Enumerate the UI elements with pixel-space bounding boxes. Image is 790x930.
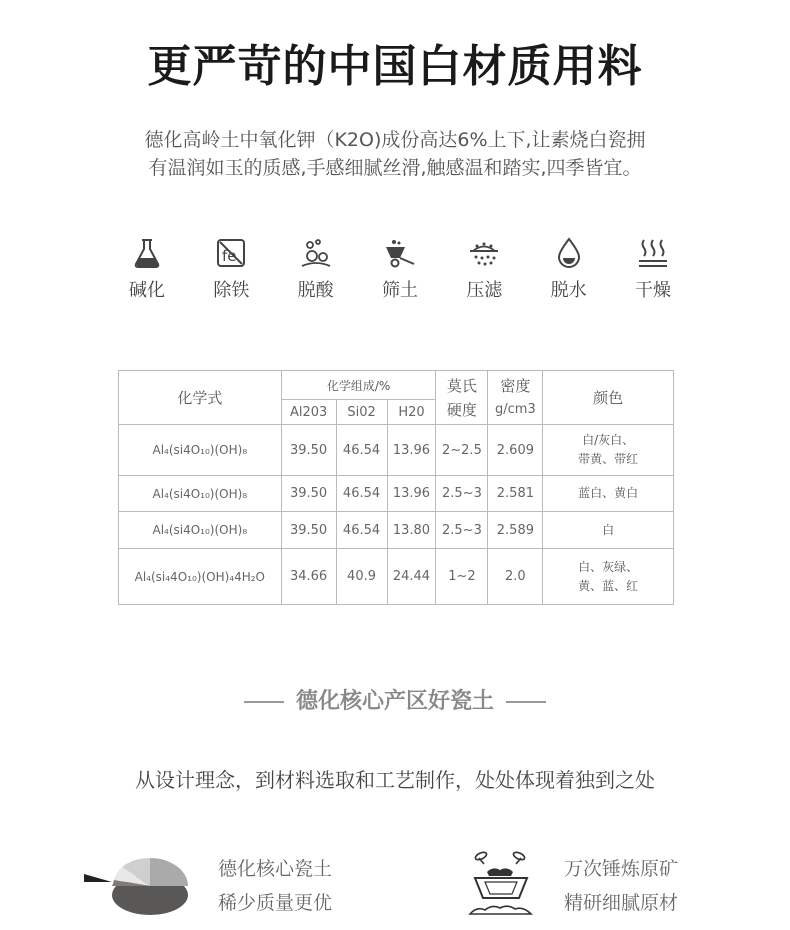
divider [506, 701, 546, 703]
process-features [105, 232, 695, 312]
cell-formula: Al₄(si4O₁₀)(OH)₈ [119, 425, 282, 476]
cell-h: 13.80 [387, 512, 436, 549]
header-formula: 化学式 [119, 371, 282, 425]
cell-formula: Al₄(si₄4O₁₀)(OH)₄4H₂O [119, 549, 282, 605]
cell-density: 2.0 [488, 549, 543, 605]
header-density-unit: g/cm3 [495, 401, 536, 417]
mining-tray-icon [467, 846, 535, 922]
cell-h: 24.44 [387, 549, 436, 605]
header-hardness [436, 371, 488, 425]
feature-refined-ore [564, 852, 678, 920]
pie-chart-icon [82, 852, 192, 922]
cell-formula: Al₄(si4O₁₀)(OH)₈ [119, 476, 282, 512]
header-hardness-line: 硬度 [446, 400, 477, 419]
intro-line: 有温润如玉的质感,手感细腻丝滑,触感温和踏实,四季皆宜。 [148, 157, 642, 179]
feature-dry [611, 232, 695, 312]
table-row [119, 425, 674, 476]
cell-density: 2.609 [488, 425, 543, 476]
feature-sieve [358, 232, 442, 312]
cell-al: 34.66 [281, 549, 336, 605]
header-h: H20 [387, 400, 436, 425]
feature-alkalize [105, 232, 189, 312]
cell-color [543, 549, 674, 605]
cell-al: 39.50 [281, 512, 336, 549]
cell-color-line: 白/灰白、 [582, 433, 635, 447]
header-density [488, 371, 543, 425]
composition-table [118, 370, 674, 605]
cell-hardness: 2.5~3 [436, 512, 488, 549]
heat-waves-icon [636, 236, 670, 270]
wheelbarrow-icon [383, 236, 417, 270]
feature-line: 万次锤炼原矿 [564, 858, 679, 880]
feature-label: 除铁 [213, 280, 250, 301]
cell-color-line: 黄、蓝、红 [578, 578, 639, 593]
feature-label: 脱水 [550, 280, 587, 301]
feature-line: 稀少质量更优 [218, 892, 333, 914]
bubbles-icon [299, 236, 333, 270]
feature-deiron [189, 232, 273, 312]
feature-press [442, 232, 526, 312]
cell-si: 46.54 [336, 425, 387, 476]
feature-label: 压滤 [466, 280, 503, 301]
cell-hardness: 1~2 [436, 549, 488, 605]
svg-text:fe: fe [222, 247, 237, 265]
cell-si: 46.54 [336, 512, 387, 549]
cell-color-line: 带黄、带红 [578, 452, 639, 466]
feature-label: 碱化 [129, 280, 165, 301]
divider [244, 701, 284, 703]
cell-h: 13.96 [387, 425, 436, 476]
cell-color-line: 白、灰绿、 [578, 559, 639, 574]
filter-press-icon [467, 236, 501, 270]
header-color: 颜色 [543, 371, 674, 425]
header-si: Si02 [336, 400, 387, 425]
cell-si: 40.9 [336, 549, 387, 605]
feature-clay-rare [218, 852, 332, 920]
cell-hardness: 2~2.5 [436, 425, 488, 476]
section-heading [0, 684, 790, 715]
table-row [119, 549, 674, 605]
no-iron-icon [214, 236, 248, 270]
cell-al: 39.50 [281, 476, 336, 512]
feature-deacid [274, 232, 358, 312]
cell-density: 2.581 [488, 476, 543, 512]
table-row [119, 512, 674, 549]
cell-density: 2.589 [488, 512, 543, 549]
feature-dewater [527, 232, 611, 312]
tagline: 从设计理念，到材料选取和工艺制作，处处体现着独到之处 [135, 768, 655, 792]
cell-si: 46.54 [336, 476, 387, 512]
water-drop-icon [552, 236, 586, 270]
feature-line: 德化核心瓷土 [218, 858, 333, 880]
intro-text [60, 126, 730, 182]
flask-icon [130, 236, 164, 270]
cell-color [543, 425, 674, 476]
cell-hardness: 2.5~3 [436, 476, 488, 512]
cell-color: 蓝白、黄白 [543, 476, 674, 512]
cell-h: 13.96 [387, 476, 436, 512]
feature-line: 精研细腻原材 [564, 892, 679, 914]
cell-formula: Al₄(si4O₁₀)(OH)₈ [119, 512, 282, 549]
cell-al: 39.50 [281, 425, 336, 476]
table-row [119, 476, 674, 512]
header-hardness-line: 莫氏 [446, 376, 477, 395]
page-title: 更严苛的中国白材质用料 [147, 41, 643, 92]
feature-label: 脱酸 [297, 280, 334, 301]
intro-line: 德化高岭土中氧化钾（K2O)成份高达6%上下,让素烧白瓷拥 [144, 129, 646, 151]
header-density-line: 密度 [500, 376, 531, 395]
feature-label: 干燥 [634, 280, 671, 301]
header-al: Al203 [281, 400, 336, 425]
header-composition: 化学组成/% [281, 371, 436, 400]
section-title: 德化核心产区好瓷土 [295, 689, 494, 714]
cell-color: 白 [543, 512, 674, 549]
feature-label: 筛土 [381, 280, 418, 301]
